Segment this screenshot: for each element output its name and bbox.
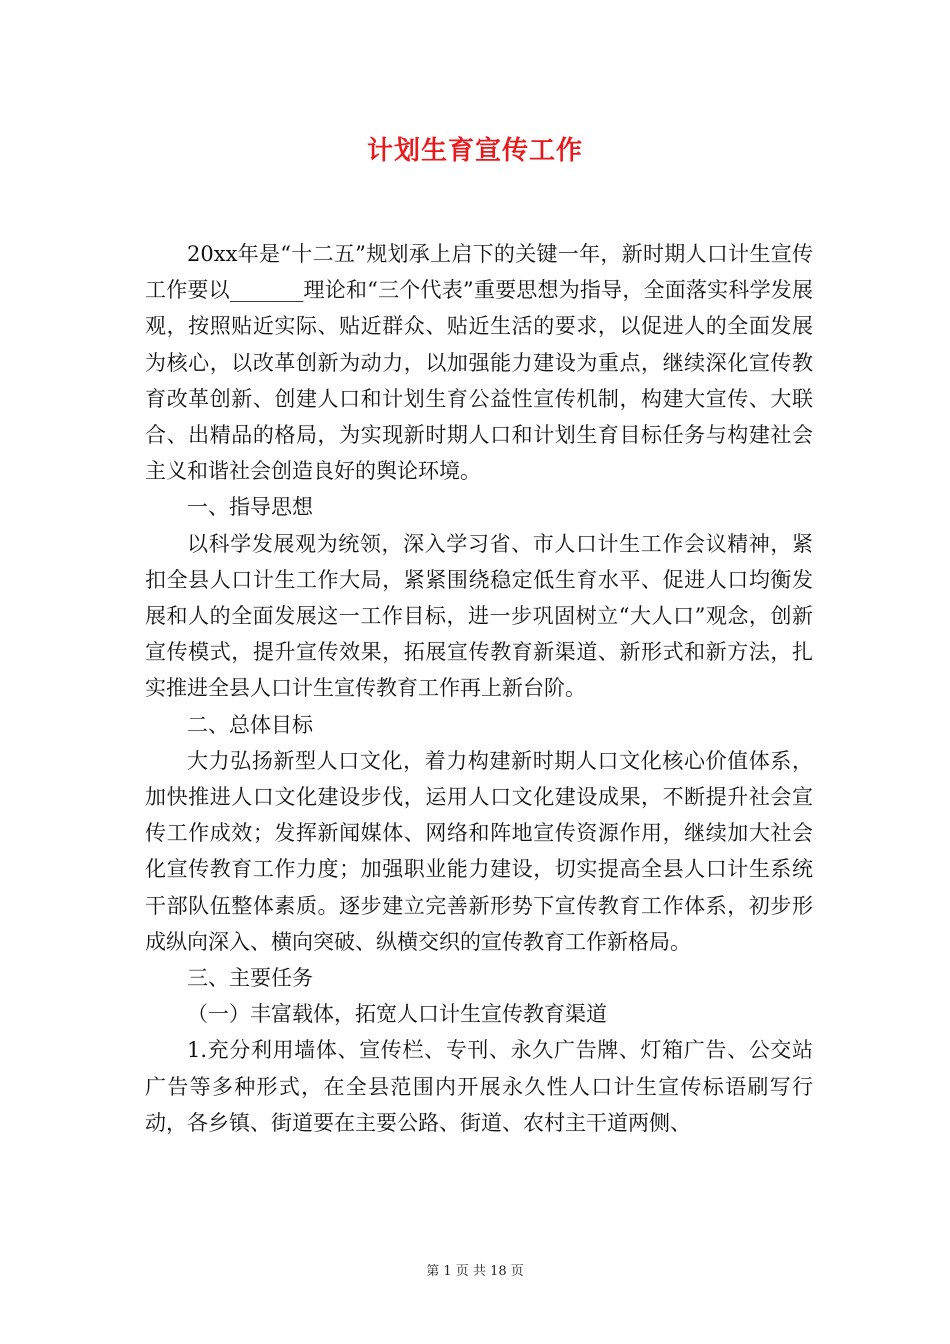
footer-total-pages: 18 [490,1264,507,1279]
paragraph-intro: 20xx年是“十二五”规划承上启下的关键一年，新时期人口计生宣传工作要以_______理论和“三个代表”重要思想为指导，全面落实科学发展观，按照贴近实际、贴近群众、贴近生活的要求，以促进人的全面发展为核心，以改革创新为动力，以加强能力建设为重点，继续深化宣传教育改革创新、创建人口和计划生育公益性宣传机制，构建大宣传、大联合、出精品的格局，为实现新时期人口和计划生育目标任务与构建社会主义和谐社会创造良好的舆论环境。 [145,242,813,484]
section-heading-main-tasks: 三、主要任务 [187,966,313,991]
subsection-heading-enrich-carriers: （一）丰富载体，拓宽人口计生宣传教育渠道 [187,1002,607,1027]
page-footer [0,1260,950,1279]
paragraph-task-1: 1.充分利用墙体、宣传栏、专刊、永久广告牌、灯箱广告、公交站广告等多种形式，在全县范围内开展永久性人口计生宣传标语刷写行动，各乡镇、街道要在主要公路、街道、农村主干道两侧、 [145,1038,813,1135]
footer-prefix: 第 [426,1264,440,1279]
footer-suffix: 页 [510,1264,524,1279]
section-heading-guiding-thought: 一、指导思想 [187,495,313,520]
footer-middle: 页 共 [455,1264,486,1279]
document-title: 计划生育宣传工作 [366,136,583,166]
document-body [145,236,813,1141]
footer-page-number: 1 [443,1264,452,1279]
paragraph-overall-goal: 大力弘扬新型人口文化，着力构建新时期人口文化核心价值体系，加快推进人口文化建设步伐，运用人口文化建设成果，不断提升社会宣传工作成效；发挥新闻媒体、网络和阵地宣传资源作用，继续加大社会化宣传教育工作力度；加强职业能力建设，切实提高全县人口计生系统干部队伍整体素质。逐步建立完善新形势下宣传教育工作体系，初步形成纵向深入、横向突破、纵横交织的宣传教育工作新格局。 [145,748,813,954]
paragraph-guiding-thought: 以科学发展观为统领，深入学习省、市人口计生工作会议精神，紧扣全县人口计生工作大局，紧紧围绕稳定低生育水平、促进人口均衡发展和人的全面发展这一工作目标，进一步巩固树立“大人口”观念，创新宣传模式，提升宣传效果，拓展宣传教育新渠道、新形式和新方法，扎实推进全县人口计生宣传教育工作再上新台阶。 [145,531,813,701]
section-heading-overall-goal: 二、总体目标 [187,712,313,737]
